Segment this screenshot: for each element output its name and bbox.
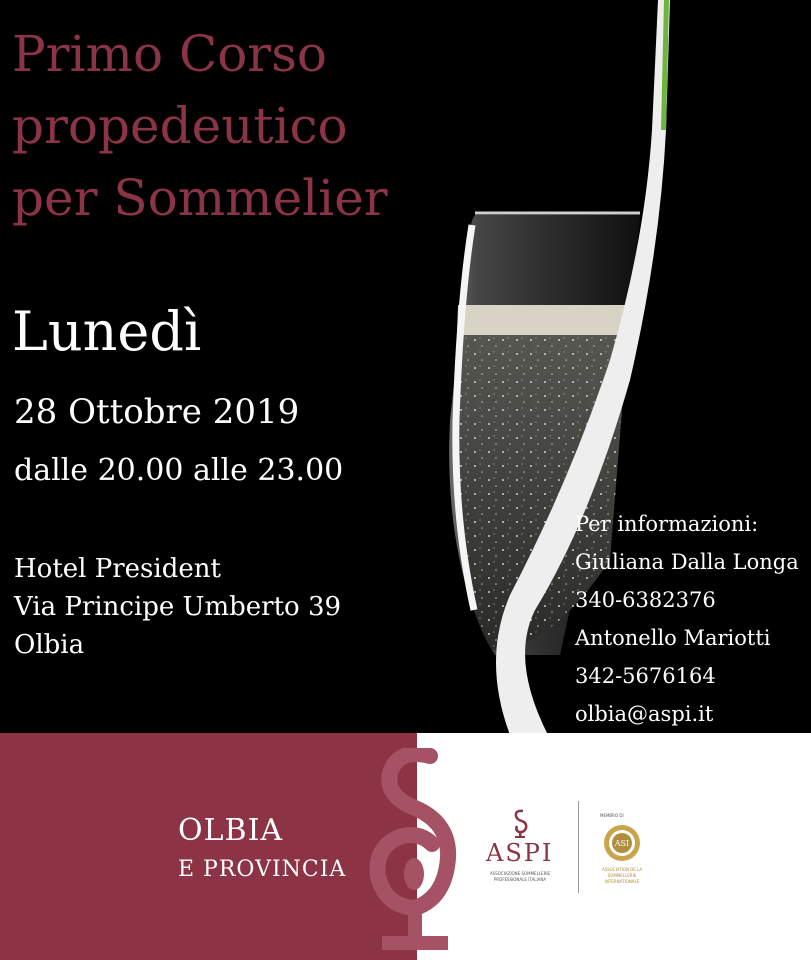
venue-address: Via Principe Umberto 39 xyxy=(14,592,342,622)
contact2-name: Antonello Mariotti xyxy=(575,626,771,650)
member-label: MEMBRO DI xyxy=(600,813,624,818)
contact2-phone[interactable]: 342-5676164 xyxy=(575,664,716,688)
asi-badge-icon xyxy=(602,823,642,863)
sommelier-glyph-icon xyxy=(360,748,470,958)
aspi-logo-icon xyxy=(510,809,530,839)
contact1-name: Giuliana Dalla Longa xyxy=(575,550,799,574)
venue-city: Olbia xyxy=(14,630,85,660)
asi-full-name: ASSOCIATION DE LA SOMMELLERIE INTERNATIONALE xyxy=(601,867,643,884)
asi-badge-text: ASI xyxy=(614,839,630,848)
event-day: Lunedì xyxy=(12,300,202,363)
aspi-name: ASPI xyxy=(486,839,554,867)
venue-block xyxy=(14,550,341,664)
event-date: 28 Ottobre 2019 xyxy=(14,392,300,432)
contact-info xyxy=(575,505,799,733)
contact-email[interactable]: olbia@aspi.it xyxy=(575,702,714,726)
venue-name: Hotel President xyxy=(14,554,221,584)
contact1-phone[interactable]: 340-6382376 xyxy=(575,588,716,612)
info-heading: Per informazioni: xyxy=(575,512,759,536)
event-time: dalle 20.00 alle 23.00 xyxy=(14,453,344,488)
location-line-1: OLBIA xyxy=(178,813,284,848)
title-line-1: Primo Corso xyxy=(12,25,327,83)
title-line-3: per Sommelier xyxy=(12,169,388,227)
location-line-2: E PROVINCIA xyxy=(178,857,347,882)
footer-band xyxy=(0,733,811,960)
aspi-full-name: ASSOCIAZIONE SOMMELLERIE PROFESSIONALE ITALIANA xyxy=(489,871,551,882)
course-title xyxy=(12,18,388,234)
logo-divider xyxy=(578,801,579,893)
title-line-2: propedeutico xyxy=(12,97,348,155)
